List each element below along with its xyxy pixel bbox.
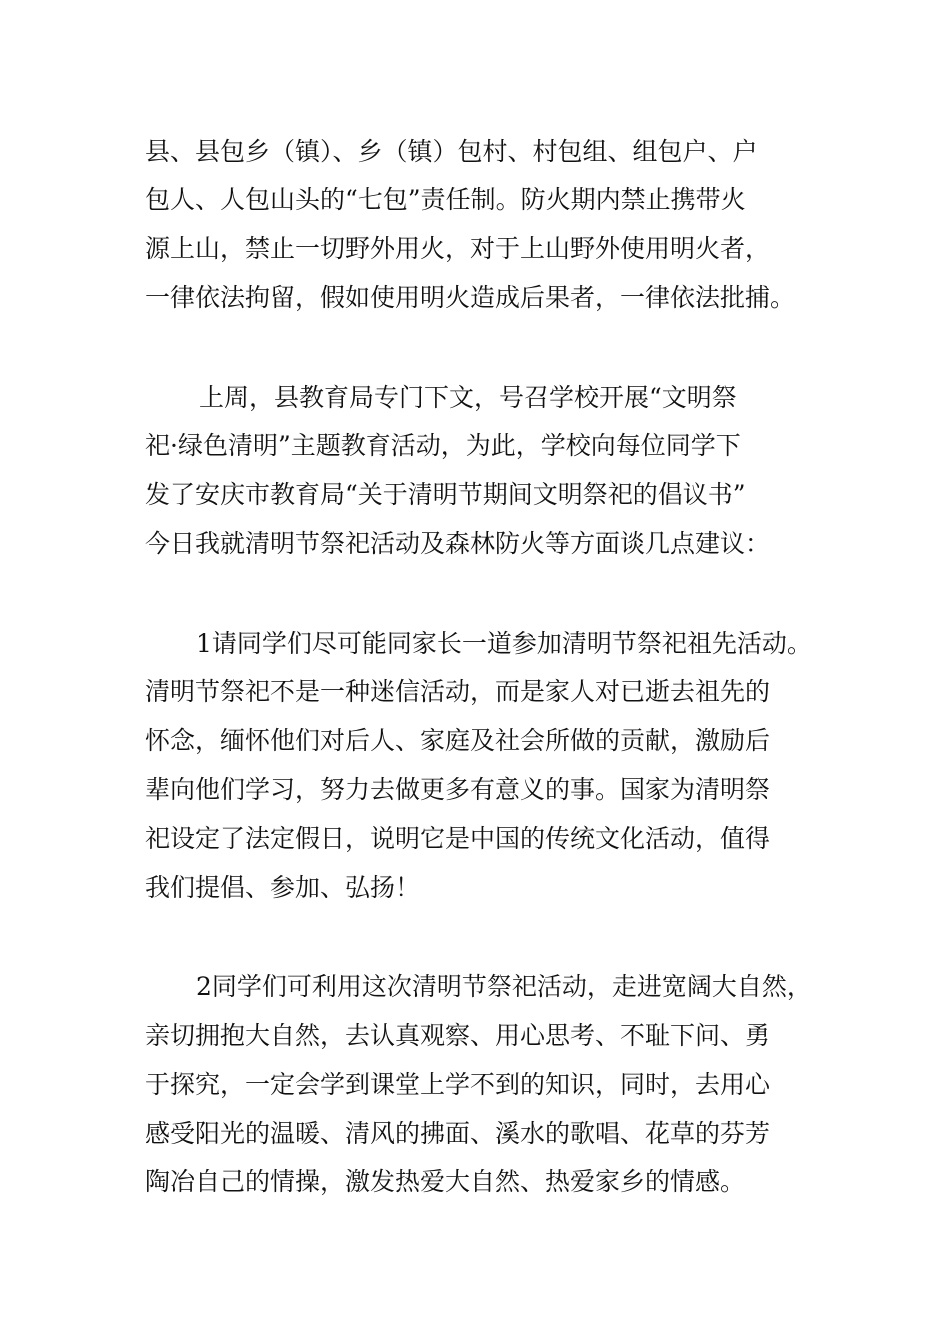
- paragraph-4-line-2: 亲切拥抱大自然，去认真观察、用心思考、不耻下问、勇: [145, 1021, 771, 1050]
- paragraph-3-line-3: 怀念，缅怀他们对后人、家庭及社会所做的贡献，激励后: [145, 726, 771, 755]
- paragraph-1-line-2: 包人、人包山头的“七包”责任制。防火期内禁止携带火: [145, 185, 746, 214]
- paragraph-2-line-3: 发了安庆市教育局“关于清明节期间文明祭祀的倡议书”: [145, 480, 746, 509]
- paragraph-3-line-5: 祀设定了法定假日，说明它是中国的传统文化活动，值得: [145, 824, 771, 853]
- paragraph-3-line-1: 1请同学们尽可能同家长一道参加清明节祭祀祖先活动。: [196, 629, 812, 658]
- paragraph-2-line-2: 祀·绿色清明”主题教育活动，为此，学校向每位同学下: [145, 431, 741, 460]
- paragraph-3-line-6: 我们提倡、参加、弘扬！: [145, 873, 421, 902]
- paragraph-2-line-1: 上周，县教育局专门下文，号召学校开展“文明祭: [199, 383, 737, 412]
- paragraph-2-line-4: 今日我就清明节祭祀活动及森林防火等方面谈几点建议：: [145, 529, 771, 558]
- paragraph-4-line-5: 陶冶自己的情操，激发热爱大自然、热爱家乡的情感。: [145, 1167, 746, 1196]
- paragraph-1-line-1: 县、县包乡（镇）、乡（镇）包村、村包组、组包户、户: [145, 137, 758, 166]
- paragraph-3-line-2: 清明节祭祀不是一种迷信活动，而是家人对已逝去祖先的: [145, 677, 771, 706]
- paragraph-4-line-1: 2同学们可利用这次清明节祭祀活动，走进宽阔大自然，: [196, 972, 812, 1001]
- paragraph-3-line-4: 辈向他们学习，努力去做更多有意义的事。国家为清明祭: [145, 775, 771, 804]
- paragraph-4-line-4: 感受阳光的温暖、清风的拂面、溪水的歌唱、花草的芬芳: [145, 1119, 771, 1148]
- paragraph-4-line-3: 于探究，一定会学到课堂上学不到的知识，同时，去用心: [145, 1070, 771, 1099]
- paragraph-1-line-3: 源上山，禁止一切野外用火，对于上山野外使用明火者，: [145, 234, 771, 263]
- paragraph-1-line-4: 一律依法拘留，假如使用明火造成后果者，一律依法批捕。: [145, 283, 796, 312]
